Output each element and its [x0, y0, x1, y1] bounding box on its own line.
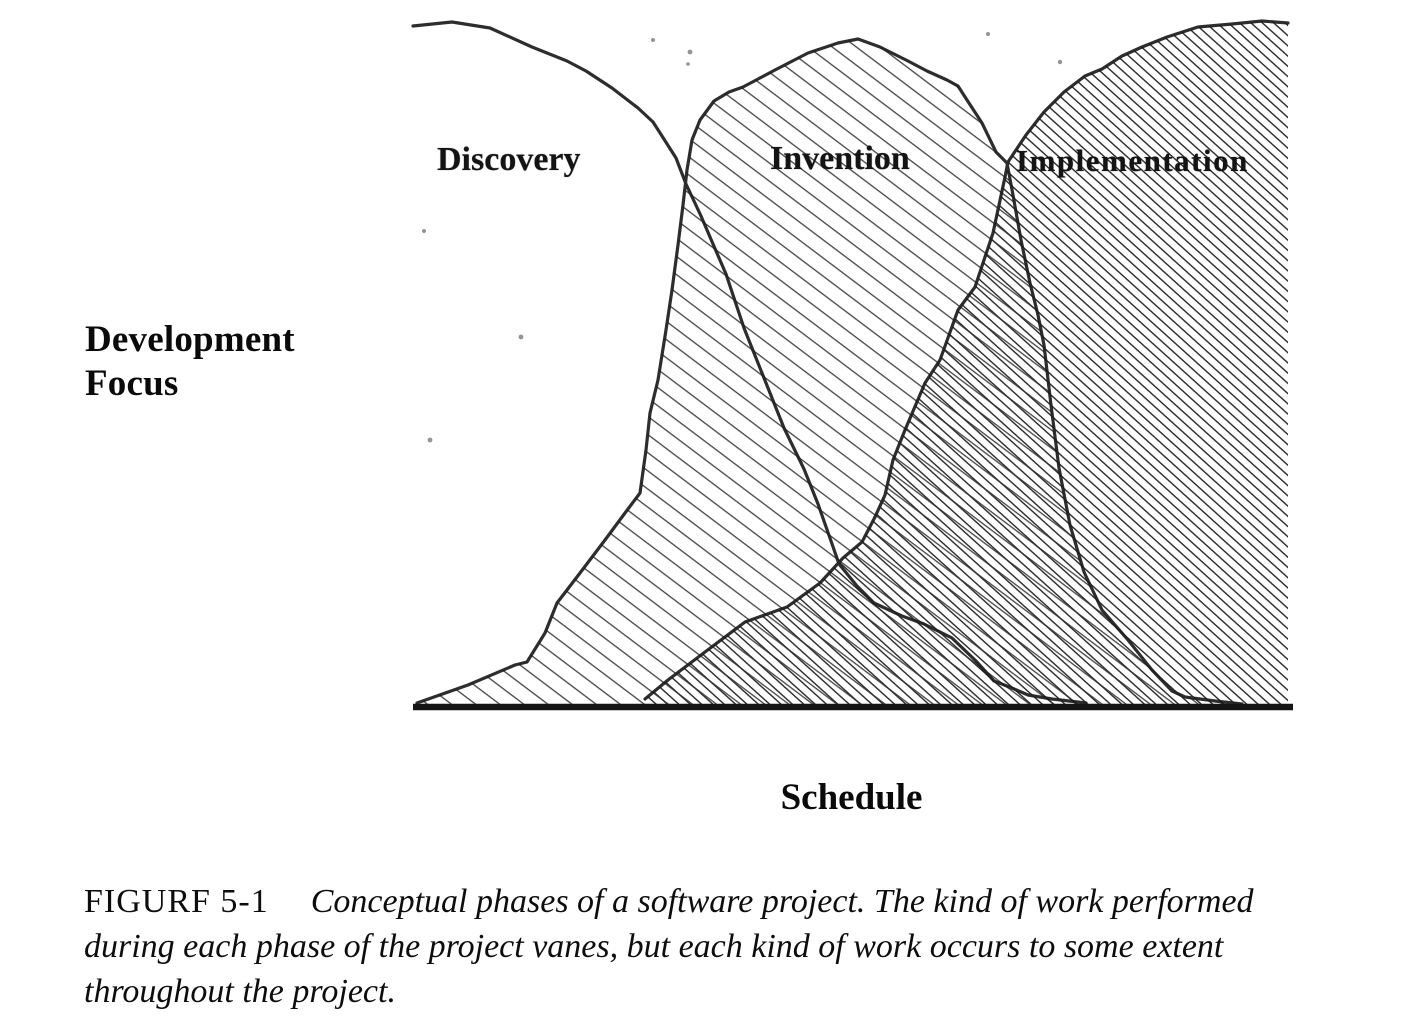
caption-text-1: Conceptual phases of a software project. The kind of work performed — [310, 883, 1254, 920]
caption-line-1 — [84, 879, 1359, 924]
invention-label: Invention — [770, 140, 910, 177]
implementation-label: Implementation — [1016, 143, 1249, 178]
figure-number: FIGURF 5-1 — [84, 883, 269, 920]
y-axis-label-line2: Focus — [85, 363, 179, 404]
caption-line-3: throughout the project. — [84, 973, 396, 1010]
y-axis-label-line1: Development — [85, 319, 295, 360]
x-axis-label: Schedule — [780, 777, 923, 818]
figure-caption — [84, 879, 1359, 1014]
caption-line-2: during each phase of the project vanes, but each kind of work occurs to some extent — [84, 928, 1224, 965]
discovery-label: Discovery — [437, 141, 581, 178]
y-axis-label — [85, 318, 295, 406]
phase-chart — [405, 12, 1300, 718]
